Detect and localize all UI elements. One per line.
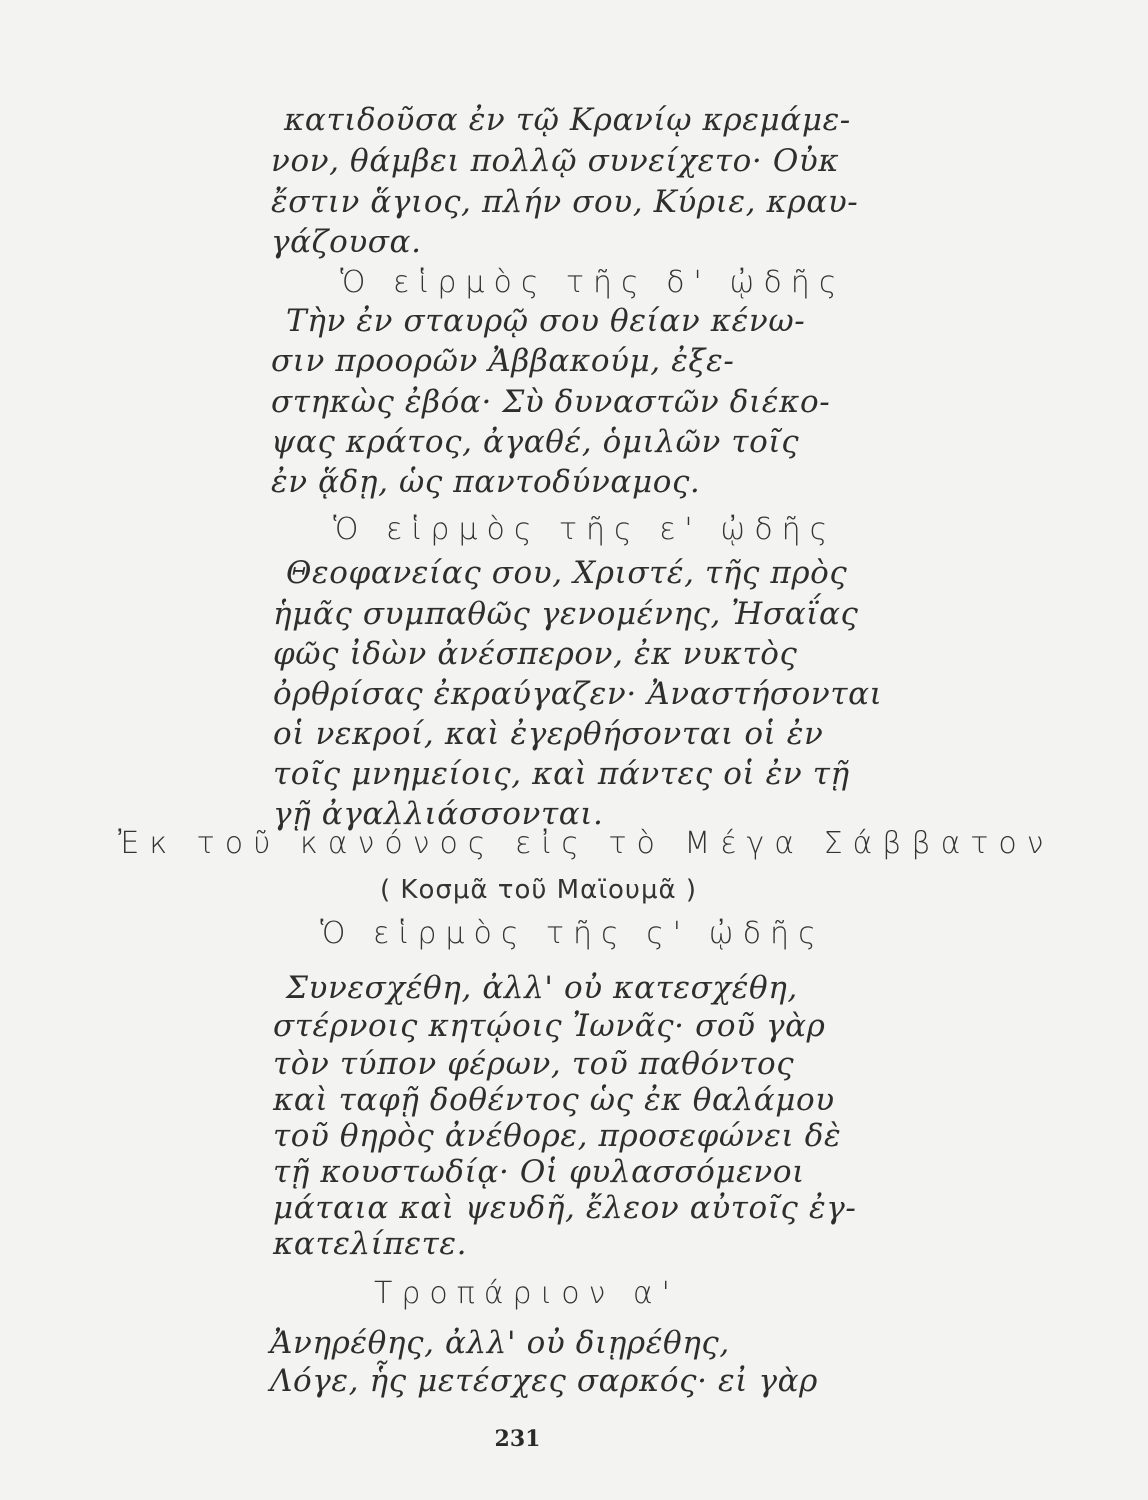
heading-ode-6: Ὁ εἱρμὸς τῆς ς' ᾠδῆς xyxy=(320,916,825,951)
text-line: στέρνοις κητῴοις Ἰωνᾶς· σοῦ γὰρ xyxy=(273,1008,826,1044)
text-line: ψας κράτος, ἀγαθέ, ὁμιλῶν τοῖς xyxy=(271,424,800,460)
text-line: κατελίπετε. xyxy=(273,1226,468,1262)
page-number: 231 xyxy=(494,1426,541,1452)
text-line: τῇ κουστωδίᾳ· Οἱ φυλασσόμενοι xyxy=(273,1154,805,1190)
text-line: φῶς ἰδὼν ἀνέσπερον, ἐκ νυκτὸς xyxy=(273,636,798,672)
text-line: οἱ νεκροί, καὶ ἐγερθήσονται οἱ ἐν xyxy=(273,716,824,752)
text-line: Ἀνηρέθης, ἀλλ' οὐ διῃρέθης, xyxy=(270,1325,730,1361)
text-line: ὀρθρίσας ἐκραύγαζεν· Ἀναστήσονται xyxy=(273,676,883,712)
text-line: κατιδοῦσα ἐν τῷ Κρανίῳ κρεμάμε- xyxy=(284,102,851,138)
heading-ode-4: Ὁ εἱρμὸς τῆς δ' ᾠδῆς xyxy=(340,265,846,300)
text-line: Τὴν ἐν σταυρῷ σου θείαν κένω- xyxy=(286,303,806,339)
text-line: στηκὼς ἐβόα· Σὺ δυναστῶν διέκο- xyxy=(271,384,831,420)
text-line: γῇ ἀγαλλιάσσονται. xyxy=(273,796,604,832)
text-line: τὸν τύπον φέρων, τοῦ παθόντος xyxy=(273,1046,795,1082)
text-line: Θεοφανείας σου, Χριστέ, τῆς πρὸς xyxy=(286,555,848,591)
text-line: σιν προορῶν Ἀββακούμ, ἐξε- xyxy=(271,343,735,379)
subheading-author: ( Κοσμᾶ τοῦ Μαϊουμᾶ ) xyxy=(380,875,698,905)
text-line: μάταια καὶ ψευδῆ, ἔλεον αὐτοῖς ἐγ- xyxy=(273,1190,857,1226)
text-line: τοῦ θηρὸς ἀνέθορε, προσεφώνει δὲ xyxy=(273,1118,842,1154)
text-line: τοῖς μνημείοις, καὶ πάντες οἱ ἐν τῇ xyxy=(273,756,850,792)
heading-ode-5: Ὁ εἱρμὸς τῆς ε' ᾠδῆς xyxy=(333,512,837,547)
heading-canon: Ἐκ τοῦ κανόνος εἰς τὸ Μέγα Σάββατον xyxy=(118,826,1054,861)
text-line: Λόγε, ἧς μετέσχες σαρκός· εἰ γὰρ xyxy=(270,1363,818,1399)
text-line: ἔστιν ἅγιος, πλήν σου, Κύριε, κραυ- xyxy=(271,184,859,220)
text-line: ἐν ᾅδῃ, ὡς παντοδύναμος. xyxy=(271,464,701,500)
text-line: νον, θάμβει πολλῷ συνείχετο· Οὐκ xyxy=(271,143,840,179)
text-line: ἡμᾶς συμπαθῶς γενομένης, Ἠσαΐας xyxy=(273,596,859,632)
text-line: Συνεσχέθη, ἀλλ' οὐ κατεσχέθη, xyxy=(286,970,798,1006)
text-line: γάζουσα. xyxy=(271,224,422,260)
heading-troparion: Τροπάριον α' xyxy=(374,1276,679,1311)
text-line: καὶ ταφῇ δοθέντος ὡς ἐκ θαλάμου xyxy=(273,1082,835,1118)
